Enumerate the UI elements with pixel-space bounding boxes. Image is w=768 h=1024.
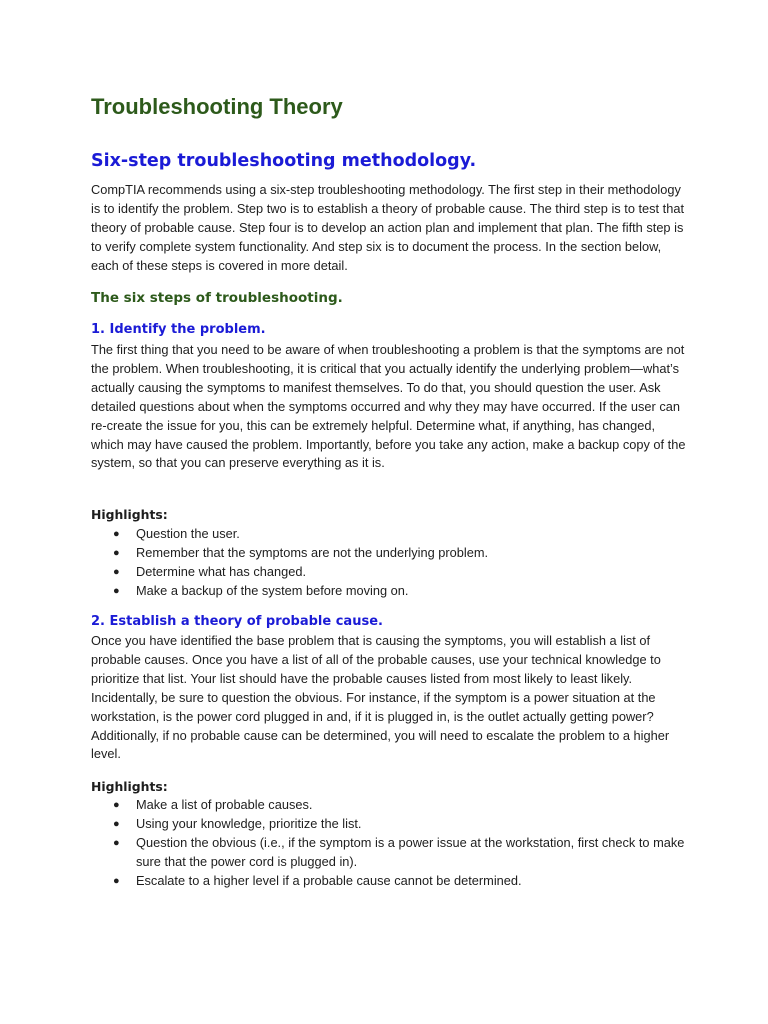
list-item [91,872,691,891]
intro-paragraph: CompTIA recommends using a six-step troubleshooting methodology. The first step in their methodology is to identify the problem. Step two is to establish a theory of probable cause. The third step is to test that theory of probable cause. Step four is to develop an action plan and implement that plan. The fifth step is to verify complete system functionality. And step six is to document the process. In the section below, each of these steps is covered in more detail. [91,182,685,273]
list-item [91,582,691,601]
subsection-heading: The six steps of troubleshooting. [91,290,343,306]
bullet-icon: ● [113,874,120,887]
list-item-text: Question the obvious (i.e., if the symptom is a power issue at the workstation, first check to make sure that the power cord is plugged in). [136,834,685,869]
bullet-icon: ● [113,799,120,811]
bullet-icon: ● [113,546,120,559]
list-item-text: Remember that the symptoms are not the underlying problem. [136,544,489,560]
list-item [91,815,691,834]
list-item-text: Escalate to a higher level if a probable cause cannot be determined. [136,872,522,888]
step-1-paragraph: The first thing that you need to be aware of when troubleshooting a problem is that the symptoms are not the problem. When troubleshooting, it is critical that you actually identify the underlying problem—what’s actually causing the symptoms to manifest themselves. To do that, you should question the user. Ask detailed questions about when the symptoms occurred and why they may have occurred. If the user can re-create the issue for you, this can be extremely helpful. Determine what, if anything, has changed, which may have caused the problem. Importantly, before you take any action, make a backup copy of the system, so that you can preserve everything as it is. [91,342,686,471]
bullet-icon: ● [113,836,120,849]
list-item-text: Determine what has changed. [136,563,307,579]
bullet-icon: ● [113,528,120,540]
list-item [91,796,691,815]
step-2-heading: 2. Establish a theory of probable cause. [91,614,383,629]
list-item-text: Question the user. [136,526,240,541]
step-2-highlights-list [91,796,691,891]
section-heading: Six-step troubleshooting methodology. [91,151,477,171]
list-item [91,544,691,563]
step-2-highlights-label: Highlights: [91,779,168,794]
list-item-text: Make a list of probable causes. [136,797,313,812]
step-1-highlights-label: Highlights: [91,507,168,522]
step-2-paragraph: Once you have identified the base problem that is causing the symptoms, you will establish a list of probable causes. Once you have a list of all of the probable causes, use your technical knowledge to prioritize that list. Your list should have the probable causes listed from most likely to least likely. Incidentally, be sure to question the obvious. For instance, if the symptom is a power situation at the workstation, is the power cord plugged in and, if it is plugged in, is the outlet actually getting power? Additionally, if no probable cause can be determined, you will need to escalate the problem to a higher level. [91,633,670,762]
list-item [91,834,691,872]
bullet-icon: ● [113,584,120,597]
step-1-heading: 1. Identify the problem. [91,322,266,337]
page-title: Troubleshooting Theory [91,94,343,119]
step-1-highlights-list [91,525,691,601]
list-item-text: Make a backup of the system before moving on. [136,582,409,598]
list-item [91,563,691,582]
list-item-text: Using your knowledge, prioritize the list. [136,815,362,831]
bullet-icon: ● [113,817,120,830]
list-item [91,525,691,544]
bullet-icon: ● [113,565,120,578]
